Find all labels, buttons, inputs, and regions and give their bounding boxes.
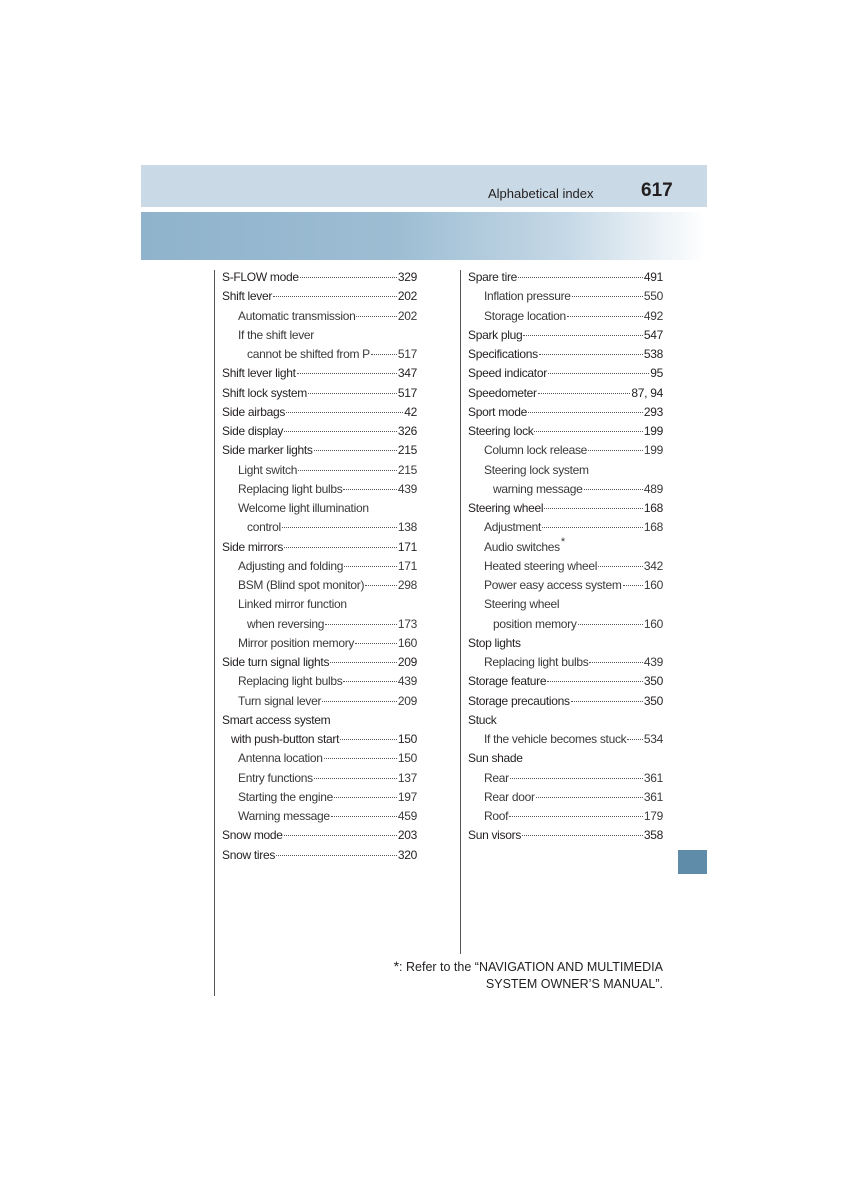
dot-leader [343, 681, 396, 682]
index-entry-label: Column lock release [484, 443, 588, 458]
dot-leader [544, 508, 643, 509]
index-entry [468, 482, 663, 501]
index-entry-page: 538 [643, 347, 663, 361]
index-entry-page: 358 [643, 828, 663, 843]
index-entry-label: Smart access system [222, 712, 331, 727]
index-entry-page: 160 [643, 616, 663, 631]
section-title: Alphabetical index [488, 186, 594, 201]
index-entry-label: Sun shade [468, 751, 523, 766]
index-entry-page: 350 [643, 693, 663, 708]
index-entry-page: 293 [643, 404, 663, 419]
index-entry [222, 597, 417, 616]
dot-leader [584, 489, 643, 490]
index-entry [468, 713, 663, 732]
index-entry [222, 848, 417, 867]
dot-leader [324, 758, 397, 759]
index-entry [468, 732, 663, 751]
center-column-rule [460, 270, 461, 954]
index-entry-label: Stop lights [468, 635, 521, 650]
index-entry [468, 405, 663, 424]
index-entry-label: Shift lever light [222, 366, 296, 381]
dot-leader [284, 547, 397, 548]
index-entry [222, 578, 417, 597]
index-entry [468, 309, 663, 328]
index-entry-label: Rear door [484, 789, 535, 804]
index-entry [222, 347, 417, 366]
index-entry [468, 289, 663, 308]
index-entry-label: Rear [484, 770, 509, 785]
index-entry [468, 694, 663, 713]
index-entry-label: Storage feature [468, 674, 547, 689]
dot-leader [567, 316, 643, 317]
index-entry-page: 150 [397, 732, 417, 746]
index-entry-label: Sun visors [468, 828, 522, 843]
index-entry-page: 547 [643, 327, 663, 342]
dot-leader [536, 797, 643, 798]
index-entry-page: 517 [397, 385, 417, 400]
index-entry-page: 168 [643, 520, 663, 535]
index-entry [468, 366, 663, 385]
page-number: 617 [641, 180, 673, 201]
index-entry-label: Shift lever [222, 289, 273, 304]
index-entry-label: Audio switches [484, 539, 560, 554]
index-entry-page: 350 [643, 674, 663, 689]
index-entry [468, 328, 663, 347]
index-entry [222, 713, 417, 732]
dot-leader [356, 316, 396, 317]
index-entry-label: Automatic transmission [238, 308, 356, 323]
index-entry-page: 298 [397, 578, 417, 592]
header-bar [141, 165, 707, 207]
dot-leader [284, 431, 397, 432]
footnote-asterisk: * [393, 958, 400, 974]
left-column-rule [214, 270, 215, 996]
index-entry [222, 289, 417, 308]
index-column-right [468, 270, 663, 848]
index-entry [468, 424, 663, 443]
index-entry [468, 674, 663, 693]
index-entry-label: Specifications [468, 347, 538, 361]
index-entry-label: Welcome light illumination [238, 501, 369, 515]
index-entry-page: 197 [397, 789, 417, 804]
dot-leader [344, 566, 397, 567]
index-entry-page: 202 [397, 289, 417, 304]
index-entry-page: 347 [397, 366, 417, 381]
index-entry-label: Speedometer [468, 385, 537, 400]
index-entry-label: Power easy access system [484, 578, 622, 592]
index-entry-label: Adjustment [484, 520, 542, 535]
index-entry-label: Side turn signal lights [222, 655, 330, 669]
dot-leader [589, 662, 642, 663]
footnote-marker: * [560, 535, 565, 548]
index-entry-page: 171 [397, 539, 417, 554]
index-entry [468, 771, 663, 790]
index-entry [468, 520, 663, 539]
dot-leader [334, 797, 397, 798]
dot-leader [371, 354, 397, 355]
dot-leader [547, 681, 643, 682]
index-entry-page: 550 [643, 289, 663, 304]
index-entry-label: Shift lock system [222, 385, 307, 400]
dot-leader [627, 739, 643, 740]
index-entry-label: Warning message [238, 809, 330, 823]
index-entry-label: Antenna location [238, 751, 323, 766]
index-entry [468, 617, 663, 636]
dot-leader [322, 701, 397, 702]
header-gradient-band [141, 212, 707, 260]
dot-leader [539, 354, 643, 355]
dot-leader [314, 778, 397, 779]
dot-leader [572, 296, 643, 297]
index-entry-page: 209 [397, 693, 417, 708]
index-entry [468, 270, 663, 289]
index-entry [468, 501, 663, 520]
dot-leader [331, 816, 397, 817]
index-entry-label: Starting the engine [238, 789, 334, 804]
index-entry-label: position memory [493, 616, 577, 631]
index-entry [222, 732, 417, 751]
dot-leader [300, 277, 397, 278]
index-entry-label: Sport mode [468, 404, 528, 419]
index-entry-label: with push-button start [231, 732, 340, 746]
index-entry [222, 617, 417, 636]
index-entry-label: Mirror position memory [238, 635, 355, 650]
index-entry-label: Steering wheel [468, 501, 544, 515]
index-entry-label: Side display [222, 424, 284, 438]
index-entry-page: 459 [397, 809, 417, 823]
index-entry [222, 482, 417, 501]
dot-leader [509, 816, 643, 817]
index-entry-page: 215 [397, 462, 417, 477]
index-entry-label: If the shift lever [238, 327, 314, 342]
index-entry-label: Speed indicator [468, 366, 547, 381]
index-entry-label: Spark plug [468, 327, 523, 342]
index-entry [222, 559, 417, 578]
index-entry [222, 520, 417, 539]
index-entry-page: 150 [397, 751, 417, 766]
index-entry-page: 179 [643, 809, 663, 823]
index-entry-page: 326 [397, 424, 417, 438]
index-entry-page: 160 [643, 578, 663, 592]
index-entry-label: Replacing light bulbs [238, 674, 343, 689]
index-entry-label: Inflation pressure [484, 289, 571, 304]
dot-leader [330, 662, 397, 663]
index-entry [468, 828, 663, 847]
index-entry-label: when reversing [247, 616, 325, 631]
dot-leader [598, 566, 643, 567]
index-entry-label: Light switch [238, 462, 298, 477]
dot-leader [298, 470, 397, 471]
index-entry-page: 171 [397, 558, 417, 573]
index-entry [222, 424, 417, 443]
dot-leader [623, 585, 643, 586]
index-entry-page: 489 [643, 481, 663, 496]
index-entry-page: 439 [643, 655, 663, 669]
dot-leader [571, 701, 643, 702]
index-entry-page: 534 [643, 732, 663, 746]
index-entry-label: Side airbags [222, 404, 286, 419]
dot-leader [510, 778, 643, 779]
index-entry [222, 405, 417, 424]
index-entry-label: Turn signal lever [238, 693, 322, 708]
index-entry-page: 95 [650, 366, 663, 381]
index-entry [468, 809, 663, 828]
index-entry-label: Roof [484, 809, 509, 823]
index-entry [222, 328, 417, 347]
index-entry-page: 199 [643, 443, 663, 458]
index-entry [222, 674, 417, 693]
dot-leader [325, 624, 397, 625]
dot-leader [273, 296, 397, 297]
dot-leader [578, 624, 643, 625]
index-entry [222, 501, 417, 520]
dot-leader [343, 489, 396, 490]
index-entry [222, 771, 417, 790]
index-entry-page: 329 [397, 270, 417, 284]
index-entry-label: Stuck [468, 712, 497, 727]
index-entry-label: If the vehicle becomes stuck [484, 732, 627, 746]
index-entry [468, 790, 663, 809]
index-entry-label: Steering lock [468, 424, 534, 438]
dot-leader [528, 412, 643, 413]
dot-leader [284, 835, 397, 836]
index-entry-label: Snow tires [222, 847, 276, 862]
index-entry-page: 517 [397, 347, 417, 361]
index-entry [222, 655, 417, 674]
index-entry [222, 386, 417, 405]
footnote-line-1: : Refer to the “NAVIGATION AND MULTIMEDIA [399, 960, 663, 974]
index-entry [222, 366, 417, 385]
index-entry [222, 790, 417, 809]
index-entry [222, 309, 417, 328]
index-entry [468, 559, 663, 578]
footnote [360, 958, 663, 993]
index-entry [222, 443, 417, 462]
dot-leader [365, 585, 397, 586]
index-entry-page: 491 [643, 270, 663, 284]
index-entry-page: 199 [643, 424, 663, 438]
index-entry-label: BSM (Blind spot monitor) [238, 578, 365, 592]
index-entry-page: 160 [397, 635, 417, 650]
index-entry-page: 492 [643, 308, 663, 323]
dot-leader [286, 412, 403, 413]
index-entry-page: 209 [397, 655, 417, 669]
dot-leader [276, 855, 397, 856]
index-entry [468, 655, 663, 674]
index-entry-label: Heated steering wheel [484, 558, 598, 573]
index-entry-page: 361 [643, 789, 663, 804]
dot-leader [518, 277, 643, 278]
index-entry [468, 578, 663, 597]
dot-leader [522, 835, 643, 836]
dot-leader [548, 373, 649, 374]
dot-leader [534, 431, 642, 432]
dot-leader [282, 527, 397, 528]
index-entry [468, 751, 663, 770]
index-entry [222, 694, 417, 713]
index-entry-page: 342 [643, 558, 663, 573]
index-column-left [222, 270, 417, 867]
index-entry-page: 42 [404, 404, 417, 419]
index-entry-label: Storage precautions [468, 693, 570, 708]
index-entry-page: 203 [397, 828, 417, 843]
dot-leader [542, 527, 643, 528]
index-entry [222, 463, 417, 482]
index-entry-label: control [247, 520, 281, 535]
dot-leader [588, 450, 643, 451]
index-entry-label: Replacing light bulbs [238, 481, 343, 496]
dot-leader [314, 450, 397, 451]
index-entry-page: 168 [643, 501, 663, 515]
index-entry-label: Storage location [484, 308, 566, 323]
dot-leader [355, 643, 397, 644]
index-entry-page: 439 [397, 481, 417, 496]
index-entry [222, 270, 417, 289]
footnote-line-2: SYSTEM OWNER’S MANUAL”. [485, 977, 663, 991]
dot-leader [523, 335, 643, 336]
index-entry-label: Side marker lights [222, 443, 313, 458]
index-entry-label: Side mirrors [222, 539, 284, 554]
index-entry [468, 636, 663, 655]
index-entry-page: 87, 94 [631, 385, 663, 400]
index-entry [222, 540, 417, 559]
index-entry [468, 347, 663, 366]
dot-leader [297, 373, 397, 374]
index-entry [468, 597, 663, 616]
index-entry-label: Snow mode [222, 828, 283, 843]
index-entry [468, 535, 663, 559]
index-entry-page: 173 [397, 616, 417, 631]
chapter-tab [678, 850, 707, 874]
index-entry-label: Linked mirror function [238, 597, 347, 612]
dot-leader [340, 739, 397, 740]
index-entry-label: S-FLOW mode [222, 270, 299, 284]
index-entry [222, 751, 417, 770]
index-entry-label: Entry functions [238, 770, 313, 785]
index-entry-label: warning message [493, 481, 583, 496]
index-entry-label: Spare tire [468, 270, 518, 284]
index-entry-label: Adjusting and folding [238, 558, 344, 573]
index-entry [468, 463, 663, 482]
index-entry-page: 320 [397, 847, 417, 862]
index-entry-page: 138 [397, 520, 417, 535]
index-entry-page: 361 [643, 770, 663, 785]
index-entry-page: 202 [397, 308, 417, 323]
index-entry-page: 215 [397, 443, 417, 458]
index-entry-label: Steering lock system [484, 462, 589, 477]
index-entry [468, 443, 663, 462]
index-entry-label: cannot be shifted from P [247, 347, 370, 361]
index-entry [222, 636, 417, 655]
index-entry [222, 828, 417, 847]
index-entry-label: Steering wheel [484, 597, 560, 612]
dot-leader [308, 393, 397, 394]
index-entry [222, 809, 417, 828]
index-entry-page: 137 [397, 770, 417, 785]
dot-leader [538, 393, 631, 394]
index-entry [468, 386, 663, 405]
index-entry-page: 439 [397, 674, 417, 689]
index-entry-label: Replacing light bulbs [484, 655, 589, 669]
